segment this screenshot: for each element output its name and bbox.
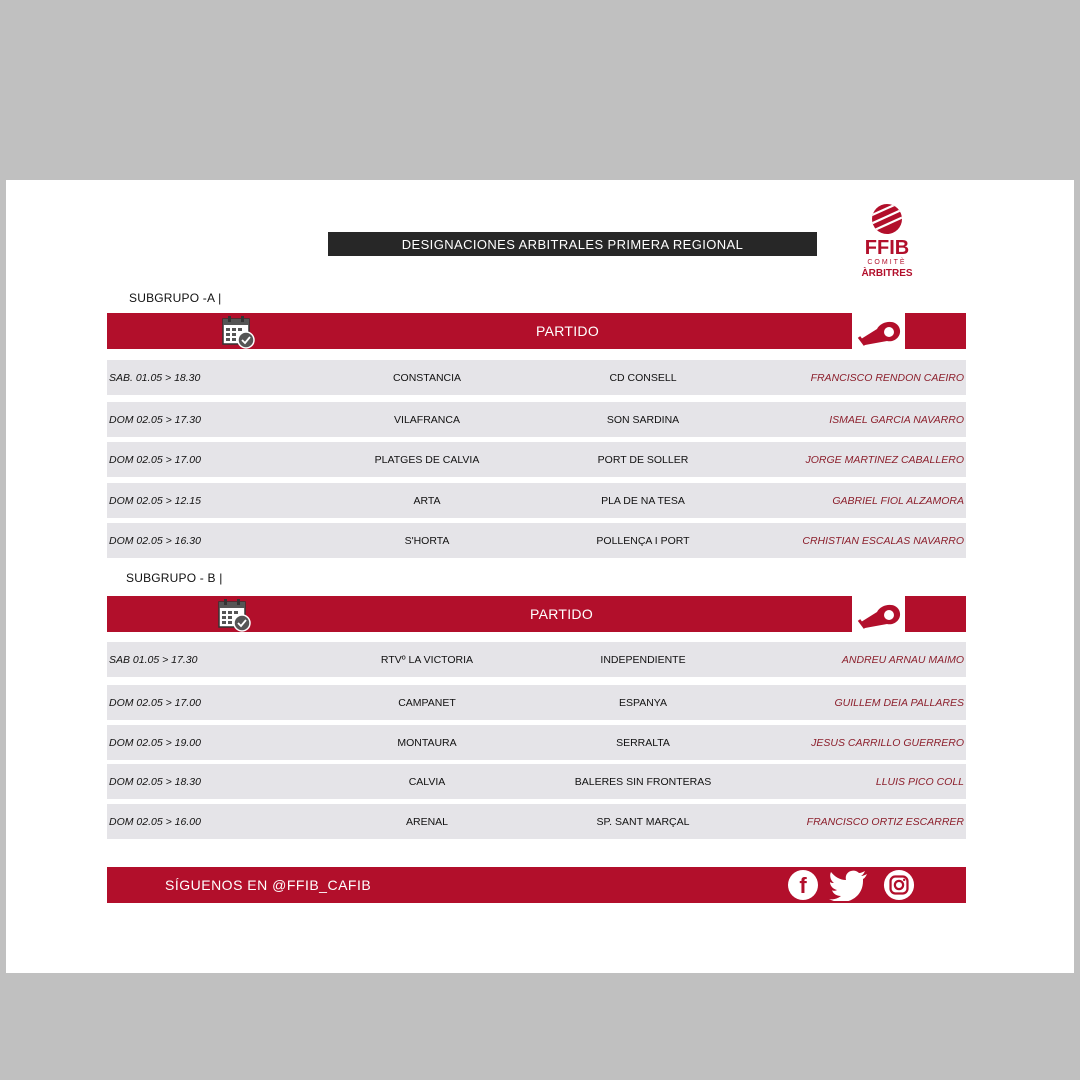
away-team: POLLENÇA I PORT [596, 534, 690, 547]
match-datetime: DOM 02.05 > 17.00 [109, 696, 201, 709]
referee-name: FRANCISCO ORTIZ ESCARRER [806, 815, 964, 828]
table-row [107, 442, 966, 477]
whistle-box [855, 596, 905, 632]
away-team: CD CONSELL [609, 371, 677, 384]
away-team: SERRALTA [616, 736, 670, 749]
table-row [107, 483, 966, 518]
match-datetime: DOM 02.05 > 17.30 [109, 413, 201, 426]
away-team: BALERES SIN FRONTERAS [574, 775, 712, 788]
away-team: ESPANYA [618, 696, 668, 709]
home-team: ARTA [413, 494, 441, 507]
home-team: RTVº LA VICTORIA [380, 653, 474, 666]
calendar-icon [222, 315, 256, 349]
referee-name: ISMAEL GARCIA NAVARRO [829, 413, 964, 426]
home-team: CALVIA [408, 775, 446, 788]
facebook-glyph: f [799, 873, 807, 898]
footer-bar [107, 867, 966, 903]
subgroup-a-header-label: PARTIDO [536, 323, 600, 339]
home-team: PLATGES DE CALVIA [374, 453, 480, 466]
match-datetime: DOM 02.05 > 17.00 [109, 453, 201, 466]
page-title-text: DESIGNACIONES ARBITRALES PRIMERA REGIONAL [401, 236, 744, 252]
logo-line1: COMITÈ [867, 259, 907, 266]
away-team: PORT DE SOLLER [597, 453, 689, 466]
logo-line2: ÀRBITRES [861, 268, 913, 279]
referee-name: JORGE MARTINEZ CABALLERO [805, 453, 964, 466]
match-datetime: DOM 02.05 > 19.00 [109, 736, 201, 749]
whistle-box [855, 313, 905, 349]
away-team: INDEPENDIENTE [600, 653, 686, 666]
home-team: VILAFRANCA [394, 413, 460, 426]
follow-us-text: SÍGUENOS EN @FFIB_CAFIB [165, 877, 372, 893]
whistle-icon [855, 313, 905, 349]
home-team: S'HORTA [404, 534, 450, 547]
match-datetime: SAB. 01.05 > 18.30 [109, 371, 201, 384]
table-row [107, 725, 966, 760]
away-team: SP. SANT MARÇAL [596, 815, 690, 828]
instagram-icon[interactable] [882, 869, 916, 901]
referee-name: ANDREU ARNAU MAIMO [841, 653, 964, 666]
logo-brand: FFIB [864, 237, 910, 259]
subgroup-a-label: SUBGRUPO -A | [129, 291, 222, 305]
match-datetime: SAB 01.05 > 17.30 [109, 653, 198, 666]
match-datetime: DOM 02.05 > 16.30 [109, 534, 201, 547]
ffib-logo [856, 202, 918, 282]
subgroup-b-label: SUBGRUPO - B | [126, 571, 223, 585]
home-team: CAMPANET [398, 696, 456, 709]
page-title [328, 232, 817, 256]
away-team: SON SARDINA [606, 413, 680, 426]
referee-name: FRANCISCO RENDON CAEIRO [810, 371, 964, 384]
whistle-icon [855, 596, 905, 632]
home-team: ARENAL [405, 815, 448, 828]
subgroup-b-header [107, 596, 966, 632]
referee-name: GUILLEM DEIA PALLARES [834, 696, 964, 709]
twitter-icon[interactable] [829, 869, 869, 901]
match-datetime: DOM 02.05 > 16.00 [109, 815, 201, 828]
match-datetime: DOM 02.05 > 12.15 [109, 494, 201, 507]
referee-name: JESUS CARRILLO GUERRERO [811, 736, 964, 749]
referee-name: CRHISTIAN ESCALAS NAVARRO [802, 534, 964, 547]
table-row [107, 804, 966, 839]
table-row [107, 402, 966, 437]
designations-sheet [6, 180, 1074, 973]
table-row [107, 360, 966, 395]
table-row [107, 685, 966, 720]
away-team: PLA DE NA TESA [601, 494, 685, 507]
table-row [107, 523, 966, 558]
referee-name: LLUIS PICO COLL [875, 775, 964, 788]
subgroup-a-header [107, 313, 966, 349]
table-row [107, 642, 966, 677]
subgroup-b-header-label: PARTIDO [530, 606, 594, 622]
home-team: MONTAURA [397, 736, 457, 749]
table-row [107, 764, 966, 799]
calendar-icon [218, 598, 252, 632]
facebook-icon[interactable] [787, 869, 819, 901]
home-team: CONSTANCIA [392, 371, 462, 384]
match-datetime: DOM 02.05 > 18.30 [109, 775, 201, 788]
referee-name: GABRIEL FIOL ALZAMORA [832, 494, 964, 507]
